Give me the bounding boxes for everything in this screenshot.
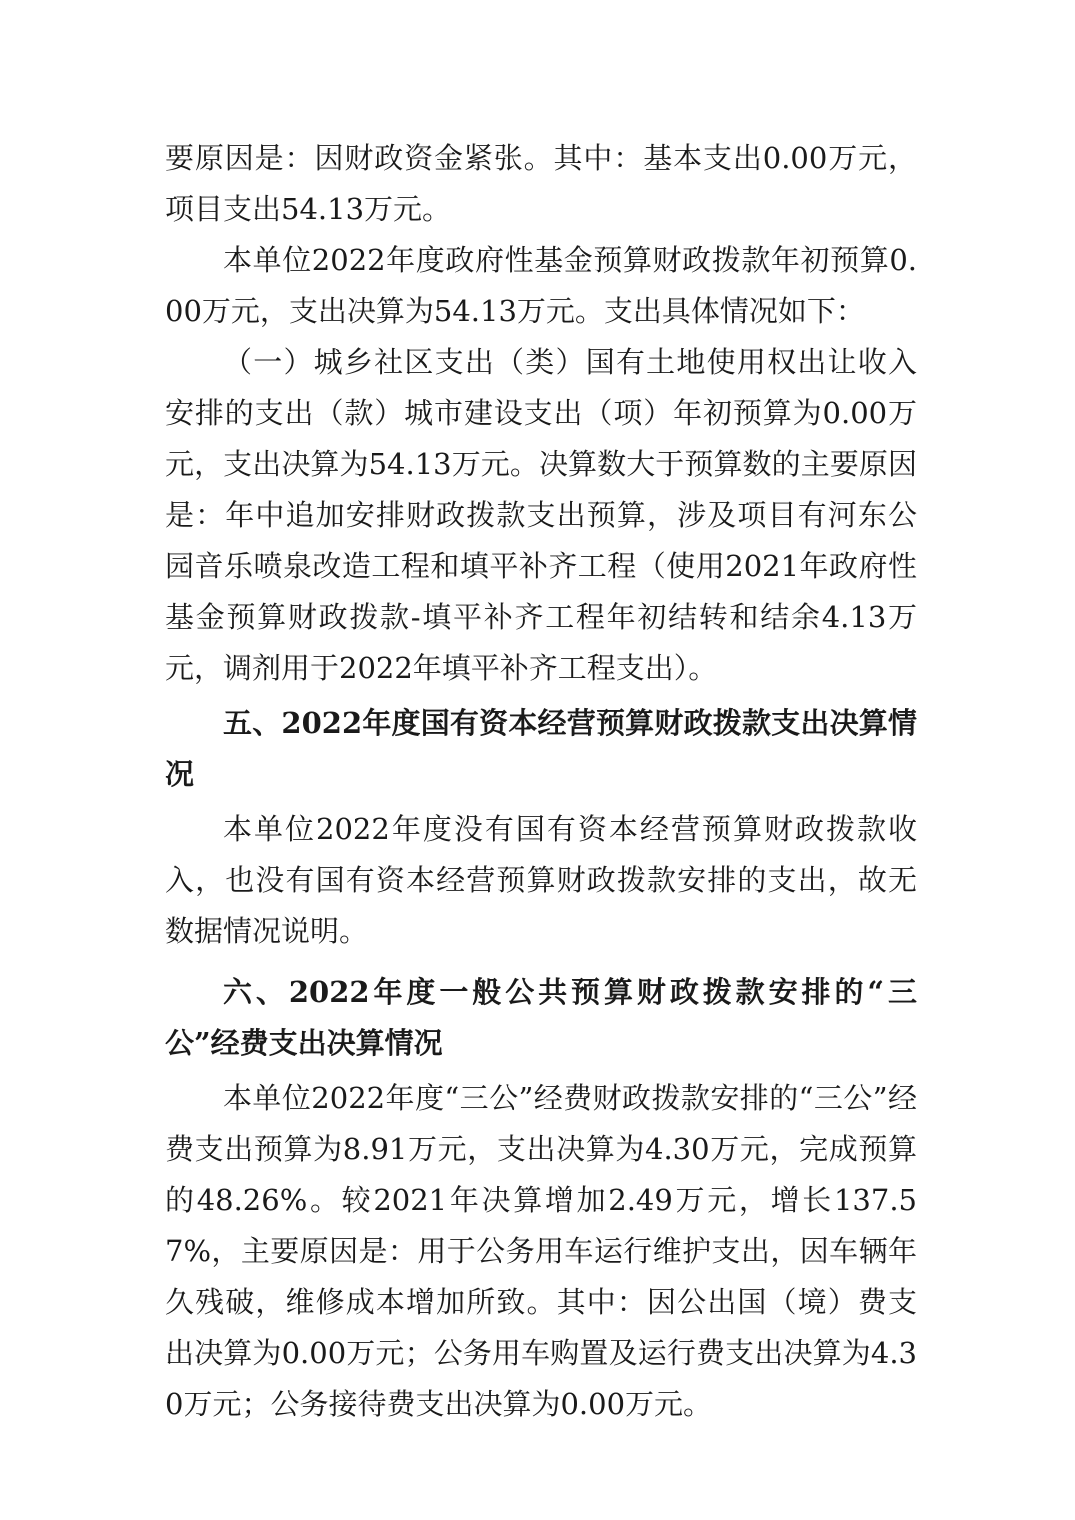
- paragraph-continuation: 要原因是：因财政资金紧张。其中：基本支出0.00万元，项目支出54.13万元。: [165, 141, 917, 226]
- paragraph-gov-fund-detail: （一）城乡社区支出（类）国有土地使用权出让收入安排的支出（款）城市建设支出（项）年初预算为0.00万元，支出决算为54.13万元。决算数大于预算数的主要原因是：年中追加安排财政拨款支出预算，涉及项目有河东公园音乐喷泉改造工程和填平补齐工程（使用2021年政府性基金预算财政拨款-填平补齐工程年初结转和结余4.13万元，调剂用于2022年填平补齐工程支出）。: [165, 345, 917, 685]
- section-heading-state-capital: 五、2022年度国有资本经营预算财政拨款支出决算情况: [165, 706, 917, 791]
- section-heading-three-public: 六、2022年度一般公共预算财政拨款安排的“三公”经费支出决算情况: [165, 975, 917, 1060]
- document-body: [165, 133, 917, 1430]
- paragraph-state-capital: 本单位2022年度没有国有资本经营预算财政拨款收入，也没有国有资本经营预算财政拨款安排的支出，故无数据情况说明。: [165, 812, 917, 948]
- paragraph-three-public: 本单位2022年度“三公”经费财政拨款安排的“三公”经费支出预算为8.91万元，支出决算为4.30万元，完成预算的48.26%。较2021年决算增加2.49万元，增长137.57%，主要原因是：用于公务用车运行维护支出，因车辆年久残破，维修成本增加所致。其中：因公出国（境）费支出决算为0.00万元；公务用车购置及运行费支出决算为4.30万元；公务接待费支出决算为0.00万元。: [165, 1081, 917, 1421]
- paragraph-gov-fund-summary: 本单位2022年度政府性基金预算财政拨款年初预算0.00万元，支出决算为54.13万元。支出具体情况如下：: [165, 243, 917, 328]
